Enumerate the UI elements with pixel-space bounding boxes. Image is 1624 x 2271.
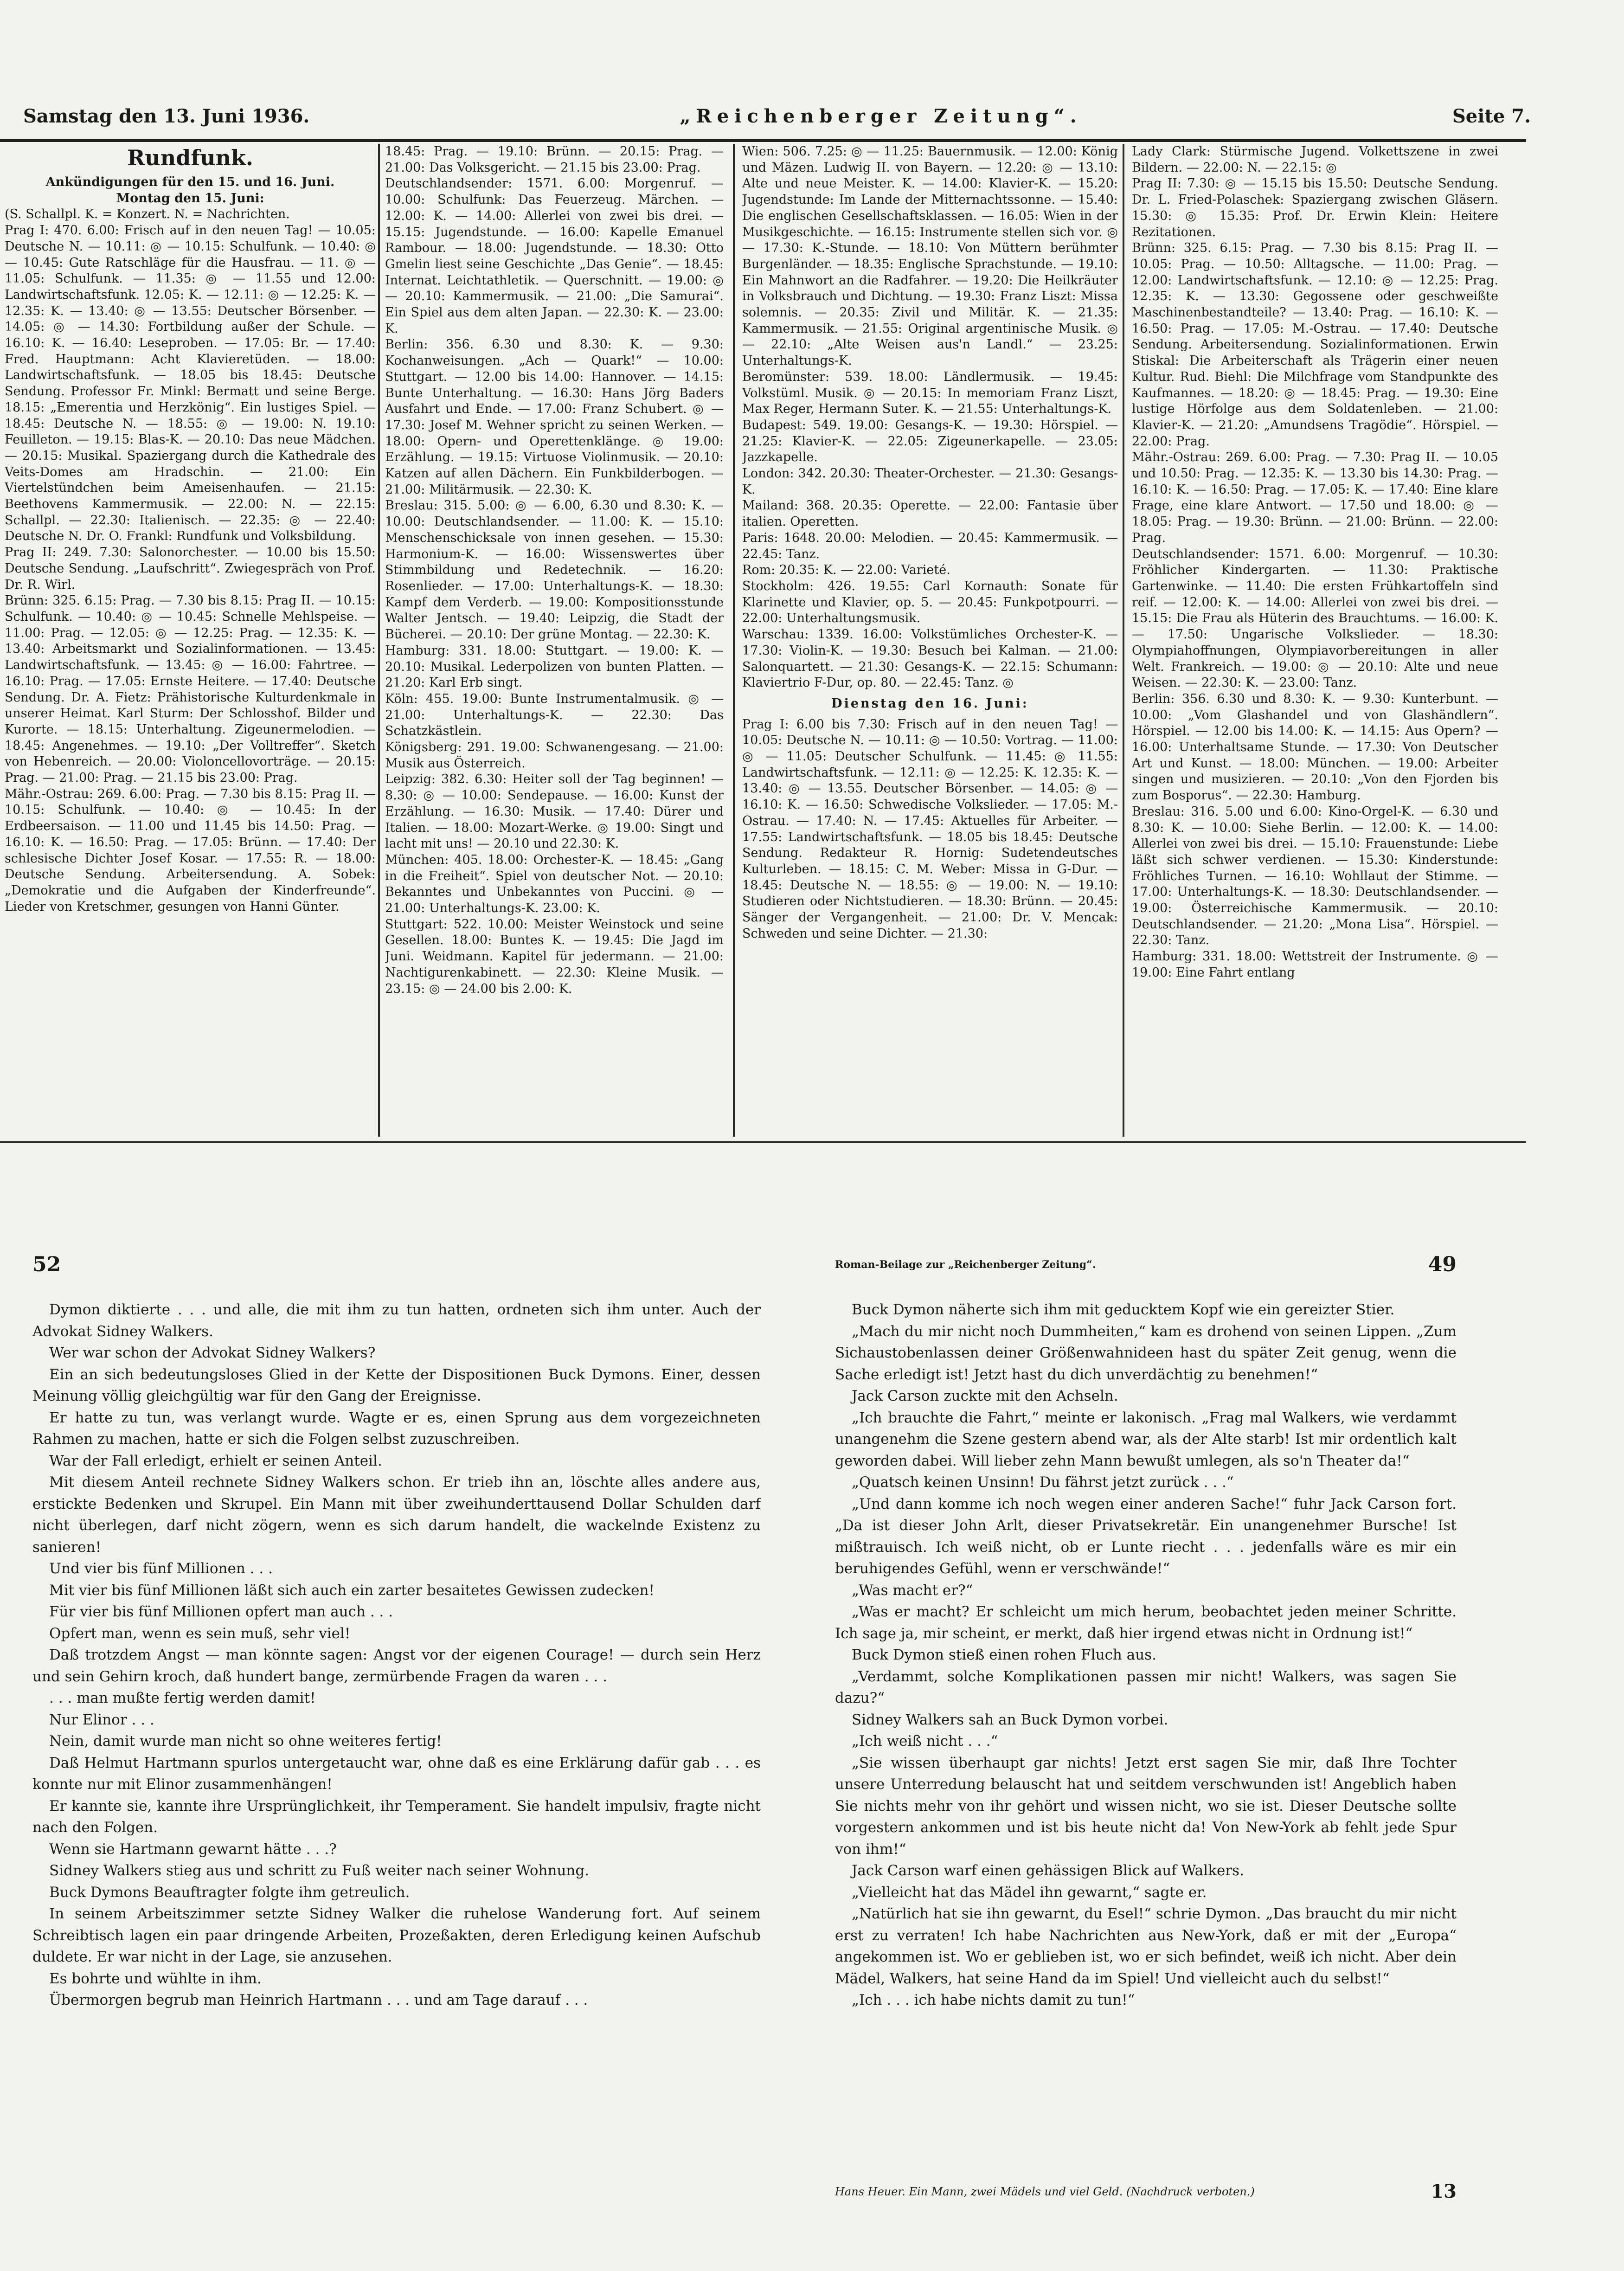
radio-entry: Berlin: 356. 6.30 und 8.30: K. — 9.30: Kunterbunt. — 10.00: „Vom Glashandel und von Glashändlern“. Hörspiel. — 12.00 bis 14.00: K. — 14.15: Aus Opern? — 16.00: Unterhaltsame Stunde. — 17.30: Von Deutscher Art und Kunst. — 18.00: München. — 19.00: Arbeiter singen und musizieren. — 20.10: „Von den Fjorden bis zum Bosporus“. — 22.30: Hamburg. [1132,691,1498,803]
novel-paragraph: „Ich weiß nicht . . .“ [852,1733,998,1750]
novel-paragraph: Jack Carson warf einen gehässigen Blick auf Walkers. [852,1862,1244,1879]
section-divider [0,1141,1526,1143]
novel-paragraph: Übermorgen begrub man Heinrich Hartmann . . . und am Tage darauf . . . [49,1992,588,2008]
supplement-header-row [835,1253,1457,1276]
novel-paragraph: „Und dann komme ich noch wegen einer anderen Sache!“ fuhr Jack Carson fort. „Da ist dieser John Arlt, dieser Privatsekretär. Ein unangenehmer Bursche! Ist mißtrauisch. Ich weiß nicht, ob er Lunte riecht . . . jedenfalls wäre es mir ein beruhigendes Gefühl, wenn er verschwände!“ [835,1495,1457,1577]
novel-paragraph: Nur Elinor . . . [49,1711,154,1728]
novel-paragraph: Er hatte zu tun, was verlangt wurde. Wagte er es, einen Sprung aus dem vorgezeichneten Rahmen zu machen, hatte er sich die Folgen selbst zuzuschreiben. [32,1409,761,1448]
radio-title: Rundfunk. [127,145,253,170]
novel-paragraph: „Ich brauchte die Fahrt,“ meinte er lakonisch. „Frag mal Walkers, wie verdammt unangenehm die Szene gestern abend war, als der Alte starb! Ist mir ordentlich kalt geworden dabei. Will lieber zehn Mann bewußt umlegen, als so'n Theater da!“ [835,1409,1457,1469]
novel-footer-number: 13 [1431,2181,1457,2202]
header-page-number: Seite 7. [1452,105,1531,127]
radio-entry: Paris: 1648. 20.00: Melodien. — 20.45: Kammermusik. — 22.45: Tanz. [742,530,1118,561]
supplement-header: Roman-Beilage zur „Reichenberger Zeitung“. [835,1258,1096,1271]
radio-column-2 [385,144,724,1137]
right-page-number: 49 [1428,1253,1457,1276]
novel-paragraph: Er kannte sie, kannte ihre Ursprünglichkeit, ihr Temperament. Sie handelt impulsiv, fragte nicht nach den Folgen. [32,1797,761,1836]
radio-entry: Breslau: 316. 5.00 und 6.00: Kino-Orgel-K. — 6.30 und 8.30: K. — 10.00: Siehe Berlin. — 12.00: K. — 14.00: Allerlei von zwei bis drei. — 15.10: Frauenstunde: Liebe läßt sich schwer verdienen. — 15.30: Kinderstunde: Fröhliches Turnen. — 16.10: Wohllaut der Stimme. — 17.00: Unterhaltungs-K. — 18.30: Deutschlandsender. — 19.00: Österreichische Kammermusik. — 20.10: Deutschlandsender. — 21.20: „Mona Lisa“. Hörspiel. — 22.30: Tanz. [1132,804,1498,948]
novel-paragraph: Opfert man, wenn es sein muß, sehr viel! [49,1625,351,1642]
radio-entry: Warschau: 1339. 16.00: Volkstümliches Orchester-K. — 17.30: Violin-K. — 19.30: Besuch bei Kalman. — 21.00: Salonquartett. — 21.30: Gesangs-K. — 22.15: Schumann: Klaviertrio F-Dur, op. 80. — 22.45: Tanz. ◎ [742,627,1118,690]
novel-paragraph: Daß trotzdem Angst — man könnte sagen: Angst vor der eigenen Courage! — durch sein Herz und sein Gehirn kroch, daß hundert bange, zermürbende Fragen da waren . . . [32,1647,761,1685]
novel-paragraph: Sidney Walkers stieg aus und schritt zu Fuß weiter nach seiner Wohnung. [49,1862,590,1879]
radio-entry: 18.45: Prag. — 19.10: Brünn. — 20.15: Prag. — 21.00: Das Volksgericht. — 21.15 bis 23.00: Prag. [385,144,724,175]
radio-entry: Königsberg: 291. 19.00: Schwanengesang. — 21.00: Musik aus Österreich. [385,740,724,771]
radio-entry: Prag II: 249. 7.30: Salonorchester. — 10.00 bis 15.50: Deutsche Sendung. „Laufschritt“. Zwiegespräch von Prof. Dr. R. Wirl. [5,545,376,592]
novel-paragraph: Für vier bis fünf Millionen opfert man auch . . . [49,1603,393,1620]
radio-entry: Budapest: 549. 19.00: Gesangs-K. — 19.30: Hörspiel. — 21.25: Klavier-K. — 22.05: Zigeunerkapelle. — 23.05: Jazzkapelle. [742,418,1118,465]
header-date: Samstag den 13. Juni 1936. [23,105,310,127]
radio-entry: Stockholm: 426. 19.55: Carl Kornauth: Sonate für Klarinette und Klavier, op. 5. — 20.45: Funkpotpourri. — 22.00: Unterhaltungsmusik. [742,579,1118,626]
radio-entry: München: 405. 18.00: Orchester-K. — 18.45: „Gang in die Freiheit“. Spiel von deutscher Not. — 20.10: Bekanntes und Unbekanntes von Puccini. ◎ — 21.00: Unterhaltungs-K. 23.00: K. [385,852,724,916]
radio-entry: Leipzig: 382. 6.30: Heiter soll der Tag beginnen! — 8.30: ◎ — 10.00: Sendepause. — 16.00: Kunst der Erzählung. — 16.30: Musik. — 17.40: Dürer und Italien. — 18.00: Mozart-Werke. ◎ 19.00: Singt und lacht mit uns! — 20.10 und 22.30: K. [385,772,724,851]
novel-paragraph: Dymon diktierte . . . und alle, die mit ihm zu tun hatten, ordneten sich ihm unter. Auch der Advokat Sidney Walkers. [32,1301,761,1340]
radio-entry: Hamburg: 331. 18.00: Wettstreit der Instrumente. ◎ — 19.00: Eine Fahrt entlang [1132,949,1498,980]
novel-paragraph: Buck Dymons Beauftragter folgte ihm getreulich. [49,1884,410,1901]
novel-paragraph: Wer war schon der Advokat Sidney Walkers? [49,1345,376,1361]
radio-entry: Mailand: 368. 20.35: Operette. — 22.00: Fantasie über italien. Operetten. [742,498,1118,529]
radio-entry: Prag II: 7.30: ◎ — 15.15 bis 15.50: Deutsche Sendung. Dr. L. Fried-Polaschek: Spaziergang zwischen Gläsern. 15.30: ◎ 15.35: Prof. Dr. Erwin Klein: Heitere Rezitationen. [1132,176,1498,239]
novel-paragraph: „Quatsch keinen Unsinn! Du fährst jetzt zurück . . .“ [852,1474,1234,1491]
novel-paragraph: „Verdammt, solche Komplikationen passen mir nicht! Walkers, was sagen Sie dazu?“ [835,1668,1457,1706]
radio-subtitle: Ankündigungen für den 15. und 16. Juni. [45,175,335,189]
novel-paragraph: Sidney Walkers sah an Buck Dymon vorbei. [852,1711,1168,1728]
radio-entry: Brünn: 325. 6.15: Prag. — 7.30 bis 8.15: Prag II. — 10.05: Prag. — 10.50: Alltagsche. — 11.00: Prag. — 12.00: Landwirtschaftsfunk. — 12.10: ◎ — 12.25: Prag. 12.35: K. — 13.30: Gegossene oder geschweißte Maschinenbestandteile? — 13.40: Prag. — 16.10: K. — 16.50: Prag. — 17.05: M.-Ostrau. — 17.40: Deutsche Sendung. Arbeitersendung. Sozialinformationen. Erwin Stiskal: Die Arbeiterschaft als Trägerin einer neuen Kultur. Rud. Biehl: Die Milchfrage vom Standpunkte des Kaufmannes. — 18.20: ◎ — 18.45: Prag. — 19.30: Eine lustige Hörfolge aus dem Soldatenleben. — 21.00: Klavier-K. — 21.20: „Amundsens Tragödie“. Hörspiel. — 22.00: Prag. [1132,241,1498,449]
novel-paragraph: Nein, damit wurde man nicht so ohne weiteres fertig! [49,1733,442,1750]
radio-entry: Köln: 455. 19.00: Bunte Instrumentalmusik. ◎ — 21.00: Unterhaltungs-K. — 22.30: Das Schatzkästlein. [385,691,724,739]
radio-column-3 [742,144,1118,1137]
novel-footer-credit: Hans Heuer. Ein Mann, zwei Mädels und viel Geld. (Nachdruck verboten.) [835,2185,1255,2198]
radio-entry: Wien: 506. 7.25: ◎ — 11.25: Bauernmusik. — 12.00: König und Mäzen. Ludwig II. von Bayern. — 12.20: ◎ — 13.10: Alte und neue Meister. K. — 14.00: Klavier-K. — 15.20: Jugendstunde: Im Lande der Mitternachtssonne. — 15.40: Die englischen Gesellschaftsklassen. — 16.05: Wien in der Musikgeschichte. — 16.15: Instrumente stellen sich vor. ◎ — 17.30: K.-Stunde. — 18.10: Von Müttern berühmter Burgenländer. — 18.35: Englische Sprachstunde. — 19.10: Ein Mahnwort an die Radfahrer. — 19.20: Die Heilkräuter in Volksbrauch und Dichtung. — 19.30: Franz Liszt: Missa solemnis. — 20.35: Zivil und Militär. K. — 21.35: Kammermusik. — 21.55: Original argentinische Musik. ◎ — 22.10: „Alte Weisen aus'n Landl.“ — 23.25: Unterhaltungs-K. [742,144,1118,368]
radio-entry: Deutschlandsender: 1571. 6.00: Morgenruf. — 10.00: Schulfunk: Das Feuerzeug. Märchen. — 12.00: K. — 14.00: Allerlei von zwei bis drei. — 15.15: Jugendstunde. — 16.00: Kapelle Emanuel Rambour. — 18.00: Jugendstunde. — 18.30: Otto Gmelin liest seine Geschichte „Das Genie“. — 18.45: Internat. Leichtathletik. — Querschnitt. — 19.00: ◎ — 20.10: Kammermusik. — 21.00: „Die Samurai“. Ein Spiel aus dem alten Japan. — 22.30: K. — 23.00: K. [385,176,724,336]
radio-entry: Brünn: 325. 6.15: Prag. — 7.30 bis 8.15: Prag II. — 10.15: Schulfunk. — 10.40: ◎ — 10.45: Schnelle Mehlspeise. — 11.00: Prag. — 12.05: ◎ — 12.25: Prag. — 12.35: K. — 13.40: Arbeitsmarkt und Sozialinformationen. — 13.45: Landwirtschaftsfunk. — 13.45: ◎ — 16.00: Fahrtree. — 16.10: Prag. — 17.05: Ernste Heitere. — 17.40: Deutsche Sendung. Dr. A. Fietz: Prähistorische Kulturdenkmale in unserer Heimat. Karl Sturm: Der Schlosshof. Bilder und Kurorte. — 18.15: Unterhaltung. Zigeunermelodien. — 18.45: Angenehmes. — 19.10: „Der Volltreffer“. Sketch von Hebenreich. — 20.00: Violoncellovorträge. — 20.15: Prag. — 21.00: Prag. — 21.15 bis 23.00: Prag. [5,593,376,785]
novel-paragraph: Wenn sie Hartmann gewarnt hätte . . .? [49,1840,337,1858]
radio-entry: Beromünster: 539. 18.00: Ländlermusik. — 19.45: Volkstüml. Musik. ◎ — 20.15: In memoriam Franz Liszt, Max Reger, Hermann Suter. K. — 21.55: Unterhaltungs-K. [742,369,1118,417]
novel-paragraph: Buck Dymon stieß einen rohen Fluch aus. [852,1647,1156,1663]
novel-paragraph: „Ich . . . ich habe nichts damit zu tun!“ [852,1992,1135,2008]
header-paper-name: „Reichenberger Zeitung“. [680,105,1082,127]
column-divider [378,144,380,1137]
novel-paragraph: „Natürlich hat sie ihn gewarnt, du Esel!“ schrie Dymon. „Das braucht du mir nicht erst zu verraten! Ich habe Nachrichten aus New-York, daß er mit der „Europa“ angekommen ist. Wo er geblieben ist, wo er sich befindet, weiß ich nicht. Aber dein Mädel, Walkers, hat seine Hand da im Spiel! Und vielleicht auch du selbst!“ [835,1905,1457,1987]
novel-paragraph: Mit vier bis fünf Millionen läßt sich auch ein zarter besaitetes Gewissen zudecken! [49,1582,655,1599]
novel-paragraph: Buck Dymon näherte sich ihm mit geducktem Kopf wie ein gereizter Stier. [852,1301,1395,1318]
novel-left-page [32,1299,761,2241]
radio-program-section [0,144,1526,1137]
radio-entry: Hamburg: 331. 18.00: Stuttgart. — 19.00: K. — 20.10: Musikal. Lederpolizen von bunten Platten. — 21.20: Karl Erb singt. [385,643,724,690]
novel-paragraph: War der Fall erledigt, erhielt er seinen Anteil. [49,1452,382,1469]
radio-day-heading: Dienstag den 16. Juni: [831,696,1029,711]
novel-paragraph: „Sie wissen überhaupt gar nichts! Jetzt erst sagen Sie mir, daß Ihre Tochter unsere Unterredung belauscht hat und seitdem verschwunden ist! Angeblich haben Sie nichts mehr von ihr gehört und wissen nicht, wo sie ist. Dieser Deutsche sollte vorgestern ankommen und ist bis heute nicht da! Von New-York ab fehlt jede Spur von ihm!“ [835,1754,1457,1858]
radio-entry: Mähr.-Ostrau: 269. 6.00: Prag. — 7.30 bis 8.15: Prag II. — 10.15: Schulfunk. — 10.40: ◎ — 10.45: In der Erdbeersaison. — 11.00 und 11.45 bis 14.50: Prag. — 16.10: K. — 16.50: Prag. — 17.05: Brünn. — 17.40: Der schlesische Dichter Josef Kosar. — 17.55: R. — 18.00: Deutsche Sendung. Arbeitersendung. A. Sobek: „Demokratie und die Aufgaben der Kinderfreunde“. Lieder von Kretschmer, gesungen von Hanni Günter. [5,786,376,914]
radio-entry: Lady Clark: Stürmische Jugend. Volkettszene in zwei Bildern. — 22.00: N. — 22.15: ◎ [1132,144,1498,175]
novel-footer [835,2181,1457,2202]
radio-entry: (S. Schallpl. K. = Konzert. N. = Nachrichten. [5,207,290,222]
novel-paragraph: Mit diesem Anteil rechnete Sidney Walkers schon. Er trieb ihn an, löschte alles andere aus, erstickte Bedenken und Skrupel. Ein Mann mit über zweihunderttausend Dollar Schulden darf nicht überlegen, darf nicht zögern, wenn es sich darum handelt, die wackelnde Existenz zu sanieren! [32,1474,761,1556]
radio-entry: Prag I: 6.00 bis 7.30: Frisch auf in den neuen Tag! — 10.05: Deutsche N. — 10.11: ◎ — 10.50: Vortrag. — 11.00: ◎ — 11.05: Deutscher Schulfunk. — 11.45: ◎ 11.55: Landwirtschaftsfunk. — 12.11: ◎ — 12.25: K. 12.35: K. — 13.40: ◎ — 13.55. Deutscher Börsenber. — 14.05: ◎ — 16.10: K. — 16.50: Schwedische Volkslieder. — 17.05: M.-Ostrau. — 17.40: N. — 17.45: Aktuelles für Arbeiter. — 17.55: Landwirtschaftsfunk. — 18.05 bis 18.45: Deutsche Sendung. Redakteur R. Hornig: Sudetendeutsches Kulturleben. — 18.15: C. M. Weber: Missa in G-Dur. — 18.45: Deutsche N. — 18.55: ◎ — 19.00: N. — 19.10: Studieren oder Nichtstudieren. — 18.30: Brünn. — 20.45: Sänger der Vergangenheit. — 21.00: Dr. V. Mencak: Schweden und seine Dichter. — 21.30: [742,717,1118,941]
novel-right-page [835,1299,1457,2171]
header-rule [0,139,1526,142]
novel-paragraph: Daß Helmut Hartmann spurlos untergetaucht war, ohne daß es eine Erklärung dafür gab . . . es konnte nur mit Elinor zusammenhängen! [32,1754,761,1793]
novel-paragraph: „Vielleicht hat das Mädel ihn gewarnt,“ sagte er. [852,1884,1207,1901]
radio-column-4 [1132,144,1498,1137]
radio-entry: Rom: 20.35: K. — 22.00: Varieté. [742,563,950,578]
novel-paragraph: Es bohrte und wühlte in ihm. [49,1970,262,1987]
novel-paragraph: Und vier bis fünf Millionen . . . [49,1560,273,1577]
novel-paragraph: . . . man mußte fertig werden damit! [49,1690,316,1706]
radio-entry: Stuttgart: 522. 10.00: Meister Weinstock und seine Gesellen. 18.00: Buntes K. — 19.45: Die Jagd im Juni. Weidmann. Kapitel für jedermann. — 21.00: Nachtigurenkabinett. — 22.30: Kleine Musik. — 23.15: ◎ — 24.00 bis 2.00: K. [385,917,724,996]
column-divider [733,144,735,1137]
novel-paragraph: „Mach du mir nicht noch Dummheiten,“ kam es drohend von seinen Lippen. „Zum Sichaustobenlassen deiner Größenwahnideen hast du später Zeit genug, wenn die Sache erledigt ist! Jetzt hast du dich unverdächtig zu benehmen!“ [835,1323,1457,1383]
page-header [23,95,1531,137]
radio-entry: Breslau: 315. 5.00: ◎ — 6.00, 6.30 und 8.30: K. — 10.00: Deutschlandsender. — 11.00: K. — 15.10: Menschenschicksale von innen gesehen. — 15.30: Harmonium-K. — 16.00: Wissenswertes über Stimmbildung und Redetechnik. — 16.20: Rosenlieder. — 17.00: Unterhaltungs-K. — 18.30: Kampf dem Verderb. — 19.00: Kompositionsstunde Walter Jentsch. — 19.40: Leipzig, die Stadt der Bücherei. — 20.10: Der grüne Montag. — 22.30: K. [385,498,724,642]
radio-column-1 [5,144,376,1137]
radio-entry: Prag I: 470. 6.00: Frisch auf in den neuen Tag! — 10.05: Deutsche N. — 10.11: ◎ — 10.15: Schulfunk. — 10.40: ◎ — 10.45: Gute Ratschläge für die Hausfrau. — 11. ◎ — 11.05: Schulfunk. — 11.35: ◎ — 11.55 und 12.00: Landwirtschaftsfunk. 12.05: K. — 12.11: ◎ — 12.25: K. — 12.35: K. — 13.40: ◎ — 13.55: Deutscher Börsenber. — 14.05: ◎ — 14.30: Fortbildung außer der Schule. — 16.10: K. — 16.40: Leseproben. — 17.05: Br. — 17.40: Fred. Hauptmann: Acht Klavieretüden. — 18.00: Landwirtschaftsfunk. — 18.05 bis 18.45: Deutsche Sendung. Professor Fr. Minkl: Bermatt und seine Berge. 18.15: „Emerentia und Herzkönig“. Ein lustiges Spiel. — 18.45: Deutsche N. — 18.55: ◎ — 19.00: N. 19.10: Feuilleton. — 19.15: Blas-K. — 20.10: Das neue Mädchen. — 20.15: Musikal. Spaziergang durch die Kathedrale des Veits-Domes am Hradschin. — 21.00: Ein Viertelstündchen beim Ameisenhaufen. — 21.15: Beethovens Kammermusik. — 22.00: N. — 22.15: Schallpl. — 22.30: Italienisch. — 22.35: ◎ — 22.40: Deutsche N. Dr. O. Frankl: Rundfunk und Volksbildung. [5,223,376,544]
novel-paragraph: „Was macht er?“ [852,1582,973,1599]
column-divider [1123,144,1124,1137]
radio-day-heading: Montag den 15. Juni: [116,191,264,206]
radio-entry: Mähr.-Ostrau: 269. 6.00: Prag. — 7.30: Prag II. — 10.05 und 10.50: Prag. — 12.35: K. — 13.30 bis 14.30: Prag. — 16.10: K. — 16.50: Prag. — 17.05: K. — 17.40: Eine klare Frage, eine klare Antwort. — 17.50 und 18.00: ◎ — 18.05: Prag. — 19.30: Brünn. — 21.00: Brünn. — 22.00: Prag. [1132,450,1498,545]
novel-paragraph: Jack Carson zuckte mit den Achseln. [852,1388,1118,1404]
novel-paragraph: In seinem Arbeitszimmer setzte Sidney Walker die ruhelose Wanderung fort. Auf seinem Schreibtisch lagen ein paar dringende Arbeiten, Prozeßakten, deren Erledigung keinen Aufschub duldete. Er war nicht in der Lage, sie anzusehen. [32,1905,761,1965]
novel-paragraph: Ein an sich bedeutungsloses Glied in der Kette der Dispositionen Buck Dymons. Einer, dessen Meinung völlig gleichgültig war für den Gang der Ereignisse. [32,1366,761,1404]
novel-paragraph: „Was er macht? Er schleicht um mich herum, beobachtet jeden meiner Schritte. Ich sage ja, mir scheint, er merkt, daß hier irgend etwas nicht in Ordnung ist!“ [835,1603,1457,1642]
left-page-number: 52 [32,1253,61,1276]
radio-entry: Berlin: 356. 6.30 und 8.30: K. — 9.30: Kochanweisungen. „Ach — Quark!“ — 10.00: Stuttgart. — 12.00 bis 14.00: Hannover. — 14.15: Bunte Unterhaltung. — 16.30: Hans Jörg Baders Ausfahrt und Ende. — 17.00: Franz Schubert. ◎ — 17.30: Josef M. Wehner spricht zu seinen Werken. — 18.00: Opern- und Operettenklänge. ◎ 19.00: Erzählung. — 19.15: Virtuose Violinmusik. — 20.10: Katzen auf allen Dächern. Ein Funkbilderbogen. — 21.00: Militärmusik. — 22.30: K. [385,337,724,497]
radio-entry: London: 342. 20.30: Theater-Orchester. — 21.30: Gesangs-K. [742,466,1118,497]
radio-entry: Deutschlandsender: 1571. 6.00: Morgenruf. — 10.30: Fröhlicher Kindergarten. — 11.30: Praktische Gartenwinke. — 11.40: Die ersten Frühkartoffeln sind reif. — 12.00: K. — 14.00: Allerlei von zwei bis drei. — 15.15: Die Frau als Hüterin des Brauchtums. — 16.00: K. — 17.50: Ungarische Volkslieder. — 18.30: Olympiahoffnungen, Olympiavorbereitungen in aller Welt. Frankreich. — 19.00: ◎ — 20.10: Alte und neue Weisen. — 22.30: K. — 23.00: Tanz. [1132,547,1498,690]
